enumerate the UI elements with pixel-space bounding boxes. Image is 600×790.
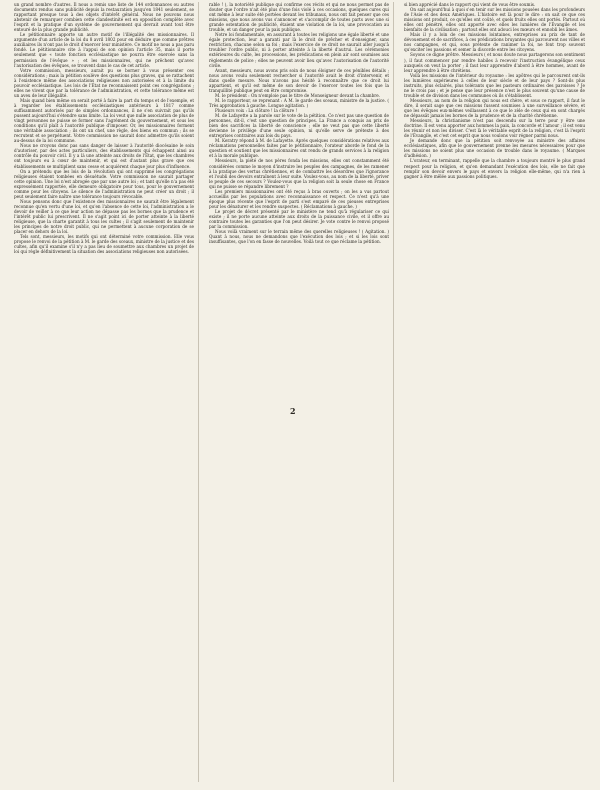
article-paragraph: M. le président : On n'emploie pas le titre de Monseigneur devant la chambre. [215,92,381,98]
article-paragraph: Messieurs, la christianisme n'est pas descendu sur la terre pour y être une doctrine. Il est venu apporter aux hommes la paix, la concorde et l'amour ; il est venu les réunir et non les diviser. C'est là le véritable esprit de la religion, c'est là l'esprit de l'Évangile, et c'est cet esprit que nous voulons voir régner parmi nous. [404,118,585,139]
article-paragraph: Les premiers missionnaires ont été reçus à bras ouverts ; on les a vus partout accueillis par les populations avec reconnaissance et respect. Ce n'est qu'à une époque plus récente que l'esprit de parti s'est emparé de ces pieuses entreprises pour les dénaturer et les rendre suspectes. ( Réclamations à gauche. ) [209,188,389,209]
article-paragraph: L'orateur, en terminant, rappelle que la chambre a toujours montré le plus grand respect pour la religion, et qu'en demandant l'exécution des lois, elle ne fait que remplir son devoir envers le pays et envers la religion elle-même, qui n'a rien à gagner à être mêlée aux passions politiques. [404,158,585,179]
article-paragraph: Votre commission, messieurs, aurait pu se borner à vous présenter ces considérations ; mais la pétition soulève des questions plus graves, qui se rattachent à l'existence même des associations religieuses non autorisées et à la limite du pouvoir ecclésiastique. Les lois de l'État ne reconnaissent point ces congrégations ; elles ne vivent que par la tolérance de l'administration, et cette tolérance même est un aveu de leur illégalité. [14,67,194,98]
column-middle [209,2,394,782]
article-paragraph: si bien apprécié dans le rapport qui vient de vous être soumis. [404,2,536,7]
article-paragraph: Messieurs, au nom de la religion qui nous est chère, et sous ce rapport, il faut le dire, il serait sage que ces missions fussent soumises à une surveillance sévère, et que les évêques eux-mêmes veillassent à ce que le zèle de ceux qui en sont chargés ne dépassât jamais les bornes de la prudence et de la charité chrétienne. [404,97,585,119]
article-paragraph: On a prétendu que les lois de la révolution qui ont supprimé les congrégations religieuses étaient tombées en désuétude. Votre commission ne saurait partager cette opinion. Une loi n'est abrogée que par une autre loi ; et tant qu'elle n'a pas été expressément rapportée, elle demeure obligatoire pour tous, pour le gouvernement comme pour les citoyens. Le silence de l'administration ne peut créer un droit ; il peut seulement faire naître une tolérance toujours révocable. [14,168,194,199]
article-paragraph: Messieurs, la piété de nos pères fonda les missions, elles ont constamment été considérées comme le moyen d'instruire les peuples des campagnes, de les ramener à la pratique des vertus chrétiennes, et de combattre les désordres que l'ignorance et l'oubli des devoirs entraînent à leur suite. Voulez-vous, au nom de la liberté, priver le peuple de ces secours ? Voulez-vous que la religion soit la seule chose en France qui ne puisse se répandre librement ? [209,158,389,189]
article-paragraph: Le pétitionnaire apporte un autre motif de l'illégalité des missionnaires. Il argumente d'un article de la loi du 8 avril 1802 pour en déduire que comme prêtres auxiliaires ils n'ont pas le droit d'exercer leur ministère. Ce motif ne nous a pas paru fondé. Le pétitionnaire cite à l'appui de son opinion l'article 35, mais il porte seulement que « toute fonction ecclésiastique ne pourra être exercée sans la permission de l'évêque » ; et les missionnaires, qui ne prêchent qu'avec l'autorisation des évêques, se trouvent dans le cas de cet article. [14,32,194,68]
article-paragraph: Nous voilà vraiment sur le terrain même des querelles religieuses ! ( Agitation. ) Quant à nous, nous ne demandons que l'exécution des lois ; et si les lois sont insuffisantes, que l'on en fasse de nouvelles. Voilà tout ce que réclame la pétition. [209,229,389,245]
article-paragraph: Je demande donc que la pétition soit renvoyée au ministre des affaires ecclésiastiques, afin que le gouvernement prenne les mesures nécessaires pour que les missions ne soient plus une occasion de trouble dans le royaume. ( Marques d'adhésion. ) [404,138,585,159]
article-paragraph: Tels sont, messieurs, les motifs qui ont déterminé votre commission. Elle vous propose le renvoi de la pétition à M. le garde des sceaux, ministre de la justice et des cultes, afin qu'il examine s'il n'y a pas lieu de soumettre aux chambres un projet de loi qui règle définitivement la situation des associations religieuses non autorisées. [14,234,194,255]
article-paragraph: On sait aujourd'hui à quoi s'en tenir sur les missions pousées dans les profondeurs de l'Asie et des deux Amériques. L'histoire est là pour le dire : on sait ce que ces missions ont produit, ce qu'elles ont coûté, et quels fruits elles ont portés. Partout où elles ont pénétré, elles ont apporté avec elles les lumières de l'Évangile et les bienfaits de la civilisation ; partout elles ont adouci les mœurs et ennobli les âmes. [404,7,585,33]
column-right [404,2,589,782]
text-columns [14,2,590,782]
page-number: 2 [290,406,297,416]
article-paragraph: M. Keratry répond à M. de Lafayette. Après quelques considérations relatives aux réclamations personnelles faites par le pétitionnaire, l'orateur aborde le fond de la question et soutient que les missionnaires ont rendu de grands services à la religion et à la morale publique. [209,138,389,159]
article-paragraph: Mais il y a loin de ces missions lointaines, entreprises au prix de tant de dévouement et de sacrifices, à ces prédications bruyantes qui parcourent nos villes et nos campagnes, et qui, sous prétexte de ranimer la foi, ne font trop souvent qu'exciter les passions et semer la discorde entre les citoyens. [404,32,585,53]
article-paragraph: Le projet de décret présenté par le ministère ne tend qu'à régulariser ce qui existe ; il ne porte aucune atteinte aux droits de la puissance civile, et il offre au contraire toutes les garanties que l'on peut désirer. Je vote contre le renvoi proposé par la commission. [209,208,389,230]
article-paragraph: Mais quand bien même on serait porté à faire la part du temps et de l'exemple, et à regarder les établissements ecclésiastiques antérieurs à 1817 comme suffisamment autorisés par de simples ordonnances, il ne s'en suivrait pas qu'ils pussent aujourd'hui s'étendre sans limite. La loi veut que nulle association de plus de vingt personnes ne puisse se former sans l'agrément du gouvernement, et sous les conditions qu'il plaît à l'autorité publique d'imposer. Or, les missionnaires forment une véritable association ; ils ont un chef, une règle, des biens en commun ; ils se recrutent et se perpétuent. Votre commission ne saurait donc admettre qu'ils soient au-dessus de la loi commune. [14,97,194,144]
article-paragraph: Avant, messieurs, nous avons pris soin de nous éloigner de ces pénibles détails ; nous avons voulu seulement rechercher si l'autorité avait le droit d'intervenir, et dans quelle mesure. Nous n'avons pas hésité à reconnaître que ce droit lui appartient, et qu'il est même de son devoir de l'exercer toutes les fois que la tranquillité publique peut en être compromise. [209,67,389,93]
article-paragraph: M. le rapporteur, se reprenant : A M. le garde des sceaux, ministre de la justice. ( Très approbation à gauche. Longue agitation. ) [209,97,389,108]
article-paragraph: Nous ne croyons donc pas sans danger de laisser à l'autorité diocésaine le soin d'autoriser, par des actes particuliers, des établissements qui échappent ainsi au contrôle du pouvoir civil. Il y a là une atteinte aux droits de l'État, que les chambres ont toujours eu à cœur de maintenir, et qui est d'autant plus grave que ces établissements se multiplient sans cesse et acquièrent chaque jour plus d'influence. [14,143,194,169]
article-paragraph: Plusieurs voix : La clôture ! la clôture ! [215,107,297,113]
article-paragraph: Notre loi fondamentale, en assurant à toutes les religions une égale liberté et une égale protection, leur a garanti par là le droit de prêcher et d'enseigner, sans restriction, chacune selon sa foi ; mais l'exercice de ce droit ne saurait aller jusqu'à troubler l'ordre public, ni à porter atteinte à la liberté d'autrui. Les cérémonies extérieures du culte, les processions, les prédications en plein air sont soumises aux règlements de police ; elles ne peuvent avoir lieu qu'avec l'autorisation de l'autorité civile. [209,32,389,68]
column-left [14,2,199,782]
article-paragraph: Nous pensons donc que l'existence des missionnaires ne saurait être légalement reconnue qu'en vertu d'une loi, et qu'en l'absence de cette loi, l'administration a le devoir de veiller à ce que leur action ne dépasse pas les bornes que la prudence et l'intérêt public lui prescrivent. Il ne s'agit point ici de porter atteinte à la liberté religieuse, que la charte garantit à tous les cultes ; il s'agit seulement de maintenir les principes de notre droit public, qui ne permettent à aucune corporation de se placer en dehors de la loi. [14,198,194,235]
article-paragraph: M. de Lafayette a la parole sur le vote de la pétition. Ce n'est pas une question de personnes, dit-il, c'est une question de principes. La France a conquis au prix de bien des sacrifices la liberté de conscience ; elle ne veut pas que cette liberté devienne le privilège d'une seule opinion, ni qu'elle serve de prétexte à des entreprises contraires aux lois du pays. [209,113,389,139]
article-paragraph: Soyons ce digne prêtre. Messieurs ( et nous doute nous partagerons son sentiment ), il faut commencer par rendre habiles à recevoir l'instruction évangélique ceux auxquels on veut la porter ; il faut leur apprendre d'abord à être hommes, avant de leur apprendre à être chrétiens. [404,52,585,73]
article-paragraph: rable ! ), la notoriété publique qui confirme ces récits et qui ne nous permet pas de douter que l'ordre n'ait été plus d'une fois violé à ces occasions, quelques cures qui ont même à leur suite été portées devant les tribunaux, nous ont fait penser que ces missions, que nous avons vus s'annoncer et s'accomplir de toutes parts avec une si grande ostentation de publicité, étaient une violation de la loi, une provocation au trouble, et un danger pour la paix publique. [209,2,389,33]
article-paragraph: un grand nombre d'autres. Il nous a remis une liste de 144 ordonnances ou autres documents rendus sans publicité depuis la restauration jusqu'en 1841 seulement, se rapportant presque tous à des objets d'intérêt général. Nous ne pouvons nous abstenir de remarquer combien cette clandestinité est en opposition complète avec l'esprit et la pratique d'un système de gouvernement qui devrait avant tout être entouré de la plus grande publicité. [14,2,194,33]
article-paragraph: Voilà les missions de l'intérieur du royaume : les apôtres qui le parcourent ont-ils les lumières supérieures à celles de leur siècle et de leur pays ? Sont-ils plus instruits, plus éclairés, plus tolérants que les pasteurs ordinaires des paroisses ? Je ne le crois pas ; et je pense que leur présence n'est le plus souvent qu'une cause de trouble et de division dans les communes où ils s'établissent. [404,72,585,98]
